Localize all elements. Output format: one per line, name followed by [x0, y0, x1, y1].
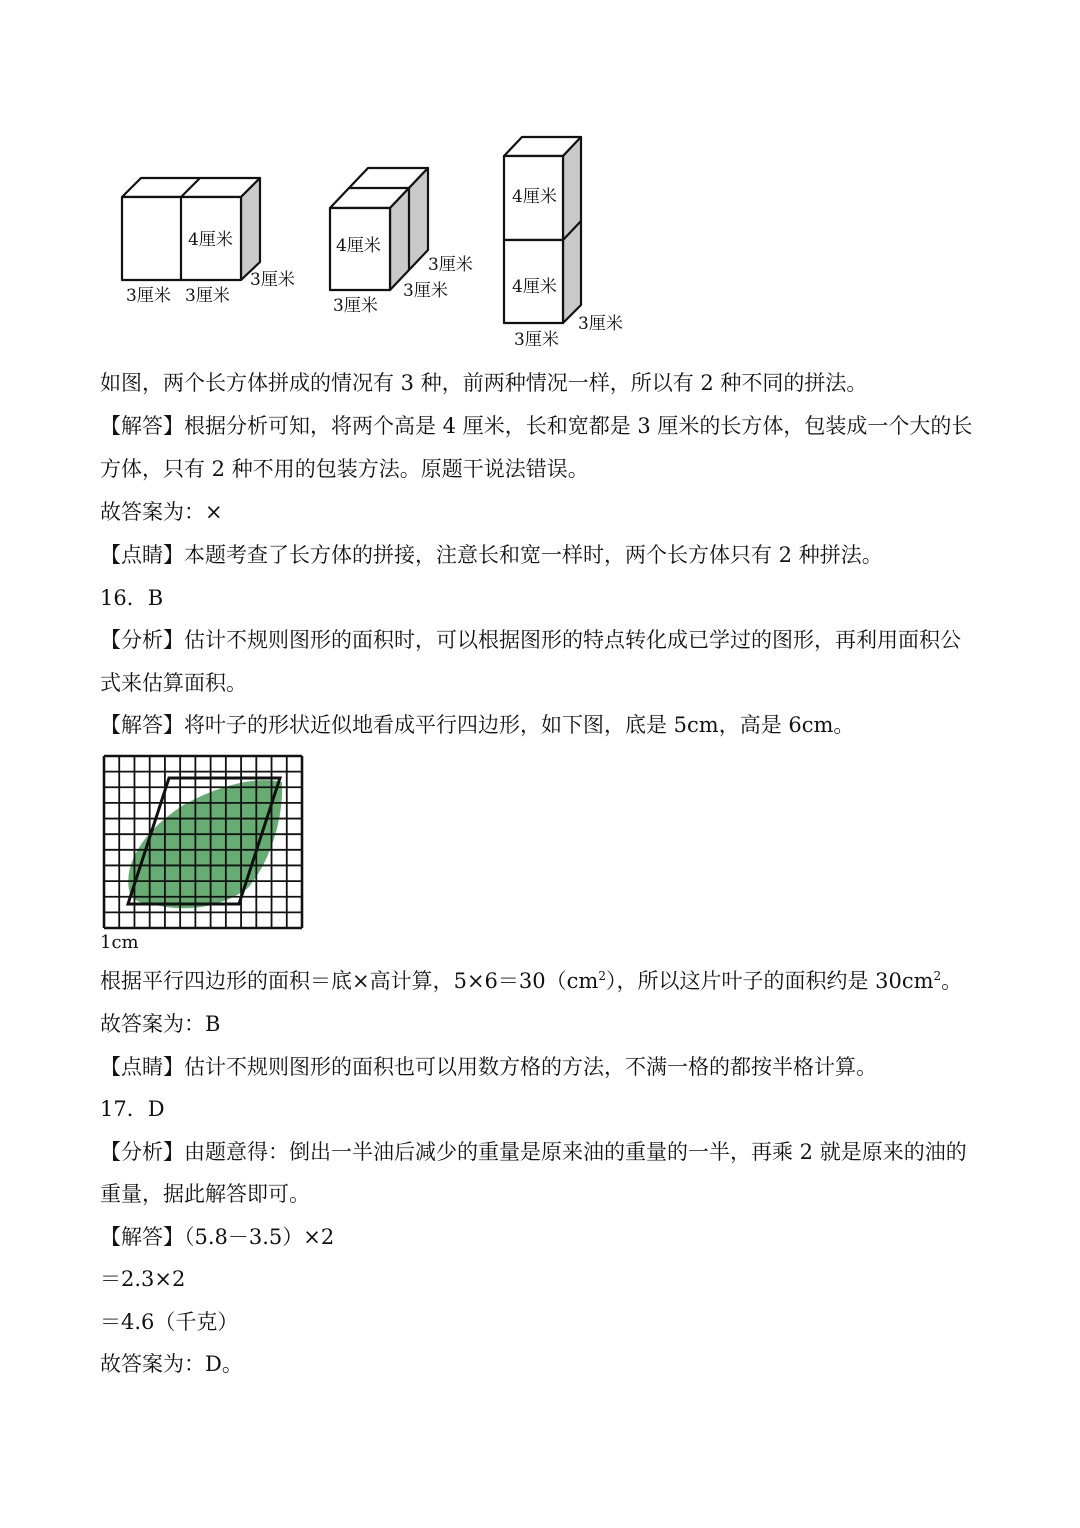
fig2-length-label: 3厘米 [403, 281, 448, 301]
question-17-heading: 17．D [100, 1097, 165, 1121]
grid-unit-label: 1cm [100, 932, 139, 953]
paragraph-step-17b: ＝4.6（千克） [100, 1310, 239, 1334]
fig3-bottom-height-label: 4厘米 [512, 277, 557, 297]
paragraph-comment-1: 【点睛】本题考查了长方体的拼接，注意长和宽一样时，两个长方体只有 2 种拼法。 [100, 543, 883, 567]
box-arrangement-1 [122, 178, 260, 280]
fig3-length-label: 3厘米 [514, 330, 559, 350]
paragraph-answer-16: 故答案为：B [100, 1012, 221, 1036]
fig2-height-label: 4厘米 [336, 236, 381, 256]
area-text-mid: ），所以这片叶子的面积约是 30cm [605, 969, 934, 993]
paragraph-solution-1a: 【解答】根据分析可知，将两个高是 4 厘米，长和宽都是 3 厘米的长方体，包装成一个大的长 [100, 414, 973, 438]
paragraph-area-calculation [100, 966, 962, 996]
paragraph-answer-17: 故答案为：D。 [100, 1352, 243, 1376]
question-16-heading: 16．B [100, 586, 164, 610]
box-arrangement-2 [330, 168, 428, 290]
area-superscript-1: 2 [598, 969, 606, 983]
paragraph-answer-1: 故答案为：× [100, 500, 223, 524]
cuboid-arrangements-figure [0, 0, 700, 360]
fig1-length-label-1: 3厘米 [126, 286, 171, 306]
paragraph-analysis-17b: 重量，据此解答即可。 [100, 1182, 310, 1206]
fig1-length-label-2: 3厘米 [185, 286, 230, 306]
paragraph-arrangement-count: 如图，两个长方体拼成的情况有 3 种，前两种情况一样，所以有 2 种不同的拼法。 [100, 371, 868, 395]
paragraph-analysis-17a: 【分析】由题意得：倒出一半油后减少的重量是原来油的重量的一半，再乘 2 就是原来的油的 [100, 1140, 967, 1164]
fig2-width-label: 3厘米 [333, 296, 378, 316]
paragraph-solution-16: 【解答】将叶子的形状近似地看成平行四边形，如下图，底是 5cm，高是 6cm。 [100, 713, 855, 737]
paragraph-analysis-16a: 【分析】估计不规则图形的面积时，可以根据图形的特点转化成已学过的图形，再利用面积公 [100, 628, 961, 652]
area-superscript-2: 2 [933, 969, 942, 983]
paragraph-comment-16: 【点睛】估计不规则图形的面积也可以用数方格的方法，不满一格的都按半格计算。 [100, 1055, 877, 1079]
fig1-width-label: 3厘米 [250, 270, 295, 290]
paragraph-analysis-16b: 式来估算面积。 [100, 671, 247, 695]
leaf-grid-figure [100, 754, 306, 932]
fig3-width-label: 3厘米 [578, 314, 623, 334]
paragraph-step-17a: ＝2.3×2 [100, 1267, 186, 1291]
paragraph-solution-17: 【解答】（5.8－3.5）×2 [100, 1225, 335, 1249]
paragraph-solution-1b: 方体，只有 2 种不用的包装方法。原题干说法错误。 [100, 457, 589, 481]
area-text-pre: 根据平行四边形的面积＝底×高计算，5×6＝30（cm [100, 969, 599, 993]
fig3-top-height-label: 4厘米 [512, 187, 557, 207]
fig2-depth-label: 3厘米 [428, 255, 473, 275]
fig1-height-label: 4厘米 [188, 230, 233, 250]
area-text-post: 。 [941, 969, 963, 993]
